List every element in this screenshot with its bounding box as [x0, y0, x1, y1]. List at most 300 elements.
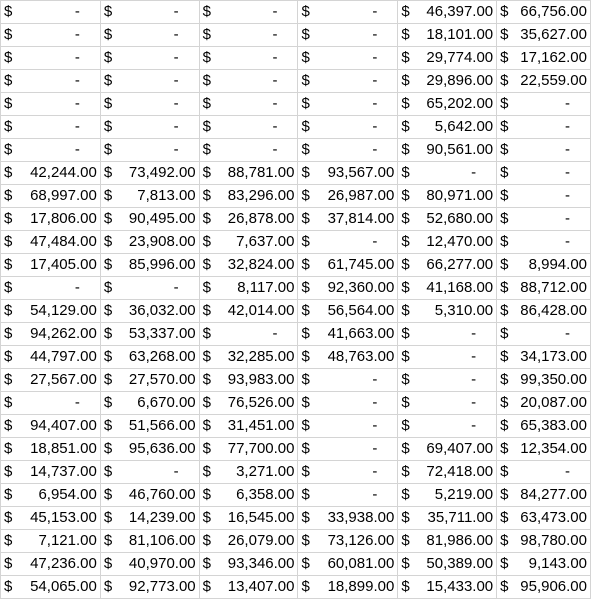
- table-cell[interactable]: [199, 576, 298, 599]
- table-cell[interactable]: [398, 369, 497, 392]
- table-cell[interactable]: [497, 507, 591, 530]
- table-cell[interactable]: [199, 369, 298, 392]
- empty-value-dash: -: [565, 187, 570, 204]
- table-cell[interactable]: [298, 93, 398, 116]
- table-cell[interactable]: [398, 47, 497, 70]
- cell-value: 77,700.00: [227, 440, 295, 457]
- table-cell[interactable]: [1, 70, 101, 93]
- table-cell[interactable]: [398, 507, 497, 530]
- table-cell[interactable]: [100, 300, 199, 323]
- currency-symbol: $: [401, 256, 410, 273]
- currency-cell-content: [1, 530, 100, 552]
- table-cell[interactable]: [497, 47, 591, 70]
- table-cell[interactable]: [100, 553, 199, 576]
- currency-symbol: $: [4, 325, 13, 342]
- table-cell[interactable]: [497, 530, 591, 553]
- cell-value: 48,763.00: [327, 348, 395, 365]
- table-cell[interactable]: [1, 1, 101, 24]
- table-cell[interactable]: [1, 208, 101, 231]
- table-cell[interactable]: [398, 70, 497, 93]
- table-cell[interactable]: [100, 484, 199, 507]
- table-cell[interactable]: [100, 47, 199, 70]
- currency-symbol: $: [301, 394, 310, 411]
- currency-symbol: $: [401, 233, 410, 250]
- currency-symbol: $: [301, 371, 310, 388]
- table-cell[interactable]: [1, 47, 101, 70]
- table-cell[interactable]: [100, 576, 199, 599]
- currency-cell-content: [101, 116, 199, 138]
- currency-cell-content: [298, 484, 397, 506]
- table-cell[interactable]: [1, 553, 101, 576]
- table-cell[interactable]: [298, 300, 398, 323]
- table-cell[interactable]: [298, 254, 398, 277]
- table-cell[interactable]: [100, 93, 199, 116]
- currency-symbol: $: [401, 555, 410, 572]
- table-cell[interactable]: [100, 1, 199, 24]
- cell-value: 93,567.00: [327, 164, 395, 181]
- table-cell[interactable]: [1, 231, 101, 254]
- table-cell[interactable]: [497, 553, 591, 576]
- empty-value-dash: -: [372, 371, 378, 388]
- table-cell[interactable]: [298, 185, 398, 208]
- currency-symbol: $: [500, 49, 509, 66]
- currency-cell-content: [200, 346, 298, 368]
- cell-value: 36,032.00: [128, 302, 196, 319]
- cell-value: 12,470.00: [426, 233, 494, 250]
- currency-cell-content: [298, 116, 397, 138]
- currency-symbol: $: [500, 417, 509, 434]
- table-cell[interactable]: [1, 415, 101, 438]
- table-cell[interactable]: [199, 530, 298, 553]
- cell-value: 22,559.00: [520, 72, 587, 89]
- table-cell[interactable]: [199, 392, 298, 415]
- empty-value-dash: -: [372, 417, 378, 434]
- table-cell[interactable]: [398, 415, 497, 438]
- table-cell[interactable]: [298, 1, 398, 24]
- table-cell[interactable]: [1, 507, 101, 530]
- currency-symbol: $: [401, 371, 410, 388]
- currency-cell-content: [497, 231, 590, 253]
- currency-cell-content: [398, 438, 496, 460]
- currency-cell-content: [200, 323, 298, 345]
- table-cell[interactable]: [398, 461, 497, 484]
- table-cell[interactable]: [298, 576, 398, 599]
- currency-symbol: $: [202, 187, 211, 204]
- table-cell[interactable]: [398, 484, 497, 507]
- empty-value-dash: -: [372, 486, 378, 503]
- table-cell[interactable]: [497, 369, 591, 392]
- empty-value-dash: -: [74, 49, 80, 66]
- currency-symbol: $: [4, 256, 13, 273]
- table-cell[interactable]: [199, 438, 298, 461]
- empty-value-dash: -: [565, 164, 570, 181]
- currency-cell-content: [398, 162, 496, 184]
- currency-symbol: $: [4, 95, 13, 112]
- table-cell[interactable]: [199, 415, 298, 438]
- table-cell[interactable]: [199, 277, 298, 300]
- table-cell[interactable]: [497, 185, 591, 208]
- cell-value: 54,129.00: [30, 302, 97, 319]
- currency-cell-content: [1, 507, 100, 529]
- table-cell[interactable]: [1, 530, 101, 553]
- table-cell[interactable]: [298, 346, 398, 369]
- table-cell[interactable]: [1, 438, 101, 461]
- table-cell[interactable]: [100, 438, 199, 461]
- currency-symbol: $: [500, 164, 509, 181]
- table-cell[interactable]: [1, 139, 101, 162]
- table-cell[interactable]: [298, 47, 398, 70]
- table-cell[interactable]: [199, 208, 298, 231]
- table-row: [1, 346, 591, 369]
- currency-cell-content: [101, 208, 199, 230]
- cell-value: 50,389.00: [426, 555, 494, 572]
- table-cell[interactable]: [199, 507, 298, 530]
- currency-cell-content: [398, 139, 496, 161]
- table-cell[interactable]: [497, 300, 591, 323]
- cell-value: 17,806.00: [30, 210, 97, 227]
- empty-value-dash: -: [471, 394, 477, 411]
- table-cell[interactable]: [497, 231, 591, 254]
- table-cell[interactable]: [398, 438, 497, 461]
- table-cell[interactable]: [1, 369, 101, 392]
- table-cell[interactable]: [298, 277, 398, 300]
- table-cell[interactable]: [497, 576, 591, 599]
- table-cell[interactable]: [398, 93, 497, 116]
- cell-value: 7,813.00: [137, 187, 196, 204]
- currency-symbol: $: [500, 394, 509, 411]
- table-cell[interactable]: [298, 24, 398, 47]
- currency-cell-content: [1, 162, 100, 184]
- table-cell[interactable]: [298, 484, 398, 507]
- empty-value-dash: -: [173, 463, 179, 480]
- currency-cell-content: [497, 254, 590, 276]
- table-row: [1, 116, 591, 139]
- table-cell[interactable]: [1, 162, 101, 185]
- currency-symbol: $: [4, 371, 13, 388]
- table-cell[interactable]: [497, 93, 591, 116]
- table-cell[interactable]: [298, 530, 398, 553]
- currency-cell-content: [398, 530, 496, 552]
- table-cell[interactable]: [199, 323, 298, 346]
- table-cell[interactable]: [100, 277, 199, 300]
- currency-symbol: $: [202, 72, 211, 89]
- table-row: [1, 254, 591, 277]
- table-cell[interactable]: [100, 208, 199, 231]
- currency-cell-content: [1, 47, 100, 69]
- currency-cell-content: [298, 530, 397, 552]
- currency-cell-content: [1, 576, 100, 598]
- empty-value-dash: -: [74, 118, 80, 135]
- table-cell[interactable]: [100, 461, 199, 484]
- currency-cell-content: [101, 231, 199, 253]
- table-cell[interactable]: [398, 185, 497, 208]
- table-cell[interactable]: [398, 24, 497, 47]
- currency-symbol: $: [103, 279, 113, 296]
- currency-symbol: $: [202, 279, 211, 296]
- table-cell[interactable]: [1, 24, 101, 47]
- table-cell[interactable]: [298, 70, 398, 93]
- table-cell[interactable]: [298, 208, 398, 231]
- table-cell[interactable]: [497, 461, 591, 484]
- currency-symbol: $: [103, 118, 113, 135]
- currency-symbol: $: [401, 325, 410, 342]
- table-cell[interactable]: [100, 530, 199, 553]
- currency-symbol: $: [500, 279, 509, 296]
- table-cell[interactable]: [199, 1, 298, 24]
- currency-symbol: $: [4, 394, 13, 411]
- currency-cell-content: [200, 139, 298, 161]
- cell-value: 85,996.00: [128, 256, 196, 273]
- table-cell[interactable]: [199, 24, 298, 47]
- cell-value: 45,153.00: [30, 509, 97, 526]
- table-cell[interactable]: [199, 231, 298, 254]
- currency-symbol: $: [103, 95, 113, 112]
- currency-symbol: $: [500, 463, 509, 480]
- table-cell[interactable]: [298, 139, 398, 162]
- cell-value: 41,168.00: [426, 279, 494, 296]
- table-cell[interactable]: [298, 231, 398, 254]
- cell-value: 7,121.00: [38, 532, 97, 549]
- currency-symbol: $: [202, 532, 211, 549]
- table-row: [1, 323, 591, 346]
- table-cell[interactable]: [1, 392, 101, 415]
- table-cell[interactable]: [298, 461, 398, 484]
- table-cell[interactable]: [100, 70, 199, 93]
- currency-cell-content: [398, 507, 496, 529]
- table-cell[interactable]: [497, 392, 591, 415]
- currency-symbol: $: [202, 210, 211, 227]
- table-cell[interactable]: [1, 300, 101, 323]
- currency-symbol: $: [4, 118, 13, 135]
- cell-value: 72,418.00: [426, 463, 494, 480]
- table-cell[interactable]: [497, 162, 591, 185]
- currency-cell-content: [1, 484, 100, 506]
- table-cell[interactable]: [199, 300, 298, 323]
- table-cell[interactable]: [398, 254, 497, 277]
- table-cell[interactable]: [298, 116, 398, 139]
- cell-value: 17,405.00: [30, 256, 97, 273]
- table-row: [1, 530, 591, 553]
- table-cell[interactable]: [199, 254, 298, 277]
- table-cell[interactable]: [1, 484, 101, 507]
- table-cell[interactable]: [398, 277, 497, 300]
- cell-value: 40,970.00: [128, 555, 196, 572]
- table-cell[interactable]: [398, 530, 497, 553]
- table-cell[interactable]: [100, 116, 199, 139]
- empty-value-dash: -: [272, 141, 278, 158]
- table-cell[interactable]: [298, 369, 398, 392]
- empty-value-dash: -: [372, 3, 378, 20]
- table-cell[interactable]: [497, 1, 591, 24]
- table-cell[interactable]: [1, 116, 101, 139]
- currency-cell-content: [497, 300, 590, 322]
- table-cell[interactable]: [298, 415, 398, 438]
- table-cell[interactable]: [497, 346, 591, 369]
- table-cell[interactable]: [100, 139, 199, 162]
- table-cell[interactable]: [398, 208, 497, 231]
- cell-value: 86,428.00: [520, 302, 587, 319]
- table-row: [1, 484, 591, 507]
- empty-value-dash: -: [565, 141, 570, 158]
- table-cell[interactable]: [100, 346, 199, 369]
- currency-cell-content: [497, 576, 590, 598]
- table-cell[interactable]: [398, 576, 497, 599]
- cell-value: 34,173.00: [520, 348, 587, 365]
- currency-cell-content: [398, 24, 496, 46]
- table-cell[interactable]: [100, 231, 199, 254]
- table-cell[interactable]: [199, 162, 298, 185]
- table-cell[interactable]: [398, 553, 497, 576]
- table-row: [1, 1, 591, 24]
- table-cell[interactable]: [497, 323, 591, 346]
- table-cell[interactable]: [398, 1, 497, 24]
- table-cell[interactable]: [398, 139, 497, 162]
- table-cell[interactable]: [1, 461, 101, 484]
- table-cell[interactable]: [298, 323, 398, 346]
- table-cell[interactable]: [497, 277, 591, 300]
- table-cell[interactable]: [100, 24, 199, 47]
- currency-symbol: $: [103, 187, 113, 204]
- table-cell[interactable]: [1, 185, 101, 208]
- currency-symbol: $: [401, 394, 410, 411]
- currency-cell-content: [298, 139, 397, 161]
- table-cell[interactable]: [298, 438, 398, 461]
- table-cell[interactable]: [100, 185, 199, 208]
- table-cell[interactable]: [398, 392, 497, 415]
- cell-value: 73,492.00: [128, 164, 196, 181]
- currency-cell-content: [101, 576, 199, 598]
- table-row: [1, 461, 591, 484]
- currency-symbol: $: [301, 417, 310, 434]
- table-cell[interactable]: [298, 553, 398, 576]
- table-cell[interactable]: [398, 162, 497, 185]
- table-cell[interactable]: [497, 70, 591, 93]
- cell-value: 5,310.00: [434, 302, 494, 319]
- table-cell[interactable]: [1, 346, 101, 369]
- currency-cell-content: [497, 484, 590, 506]
- table-cell[interactable]: [100, 415, 199, 438]
- table-cell[interactable]: [398, 231, 497, 254]
- currency-symbol: $: [4, 486, 13, 503]
- currency-cell-content: [200, 438, 298, 460]
- table-cell[interactable]: [298, 507, 398, 530]
- currency-cell-content: [101, 553, 199, 575]
- currency-cell-content: [1, 300, 100, 322]
- empty-value-dash: -: [372, 72, 378, 89]
- table-cell[interactable]: [199, 47, 298, 70]
- currency-cell-content: [298, 47, 397, 69]
- currency-symbol: $: [500, 256, 509, 273]
- table-cell[interactable]: [100, 507, 199, 530]
- cell-value: 60,081.00: [327, 555, 395, 572]
- table-cell[interactable]: [298, 392, 398, 415]
- table-cell[interactable]: [100, 369, 199, 392]
- table-cell[interactable]: [100, 392, 199, 415]
- table-cell[interactable]: [199, 484, 298, 507]
- table-cell[interactable]: [100, 162, 199, 185]
- table-cell[interactable]: [497, 415, 591, 438]
- currency-symbol: $: [103, 348, 113, 365]
- table-row: [1, 139, 591, 162]
- table-row: [1, 438, 591, 461]
- empty-value-dash: -: [272, 72, 278, 89]
- currency-cell-content: [298, 185, 397, 207]
- currency-symbol: $: [301, 72, 310, 89]
- currency-cell-content: [101, 162, 199, 184]
- table-cell[interactable]: [199, 461, 298, 484]
- table-cell[interactable]: [497, 24, 591, 47]
- table-cell[interactable]: [398, 116, 497, 139]
- empty-value-dash: -: [74, 26, 80, 43]
- cell-value: 37,814.00: [327, 210, 395, 227]
- currency-symbol: $: [4, 210, 13, 227]
- currency-cell-content: [497, 530, 590, 552]
- cell-value: 26,079.00: [227, 532, 295, 549]
- currency-cell-content: [497, 93, 590, 115]
- table-cell[interactable]: [1, 93, 101, 116]
- table-cell[interactable]: [497, 254, 591, 277]
- currency-cell-content: [298, 1, 397, 23]
- currency-cell-content: [398, 116, 496, 138]
- table-cell[interactable]: [398, 323, 497, 346]
- table-cell[interactable]: [199, 116, 298, 139]
- currency-cell-content: [497, 553, 590, 575]
- currency-cell-content: [101, 300, 199, 322]
- currency-cell-content: [1, 139, 100, 161]
- cell-value: 18,101.00: [426, 26, 494, 43]
- table-cell[interactable]: [298, 162, 398, 185]
- currency-cell-content: [200, 277, 298, 299]
- cell-value: 8,117.00: [237, 279, 295, 296]
- table-cell[interactable]: [199, 139, 298, 162]
- currency-symbol: $: [103, 3, 113, 20]
- empty-value-dash: -: [471, 417, 477, 434]
- table-cell[interactable]: [199, 553, 298, 576]
- currency-cell-content: [1, 1, 100, 23]
- currency-symbol: $: [301, 578, 310, 595]
- cell-value: 99,350.00: [520, 371, 587, 388]
- table-cell[interactable]: [398, 346, 497, 369]
- currency-symbol: $: [401, 302, 410, 319]
- currency-symbol: $: [500, 486, 509, 503]
- table-cell[interactable]: [1, 254, 101, 277]
- table-row: [1, 93, 591, 116]
- table-cell[interactable]: [497, 116, 591, 139]
- currency-cell-content: [101, 254, 199, 276]
- table-cell[interactable]: [497, 139, 591, 162]
- empty-value-dash: -: [272, 95, 278, 112]
- currency-symbol: $: [202, 118, 211, 135]
- table-cell[interactable]: [398, 300, 497, 323]
- table-cell[interactable]: [199, 185, 298, 208]
- table-cell[interactable]: [497, 484, 591, 507]
- currency-cell-content: [101, 1, 199, 23]
- table-cell[interactable]: [100, 254, 199, 277]
- table-cell[interactable]: [199, 346, 298, 369]
- empty-value-dash: -: [173, 118, 179, 135]
- table-cell[interactable]: [199, 70, 298, 93]
- table-cell[interactable]: [497, 208, 591, 231]
- currency-cell-content: [1, 208, 100, 230]
- table-cell[interactable]: [1, 323, 101, 346]
- cell-value: 63,473.00: [520, 509, 587, 526]
- table-cell[interactable]: [1, 277, 101, 300]
- table-cell[interactable]: [199, 93, 298, 116]
- table-cell[interactable]: [100, 323, 199, 346]
- table-cell[interactable]: [497, 438, 591, 461]
- table-cell[interactable]: [1, 576, 101, 599]
- table-row: [1, 277, 591, 300]
